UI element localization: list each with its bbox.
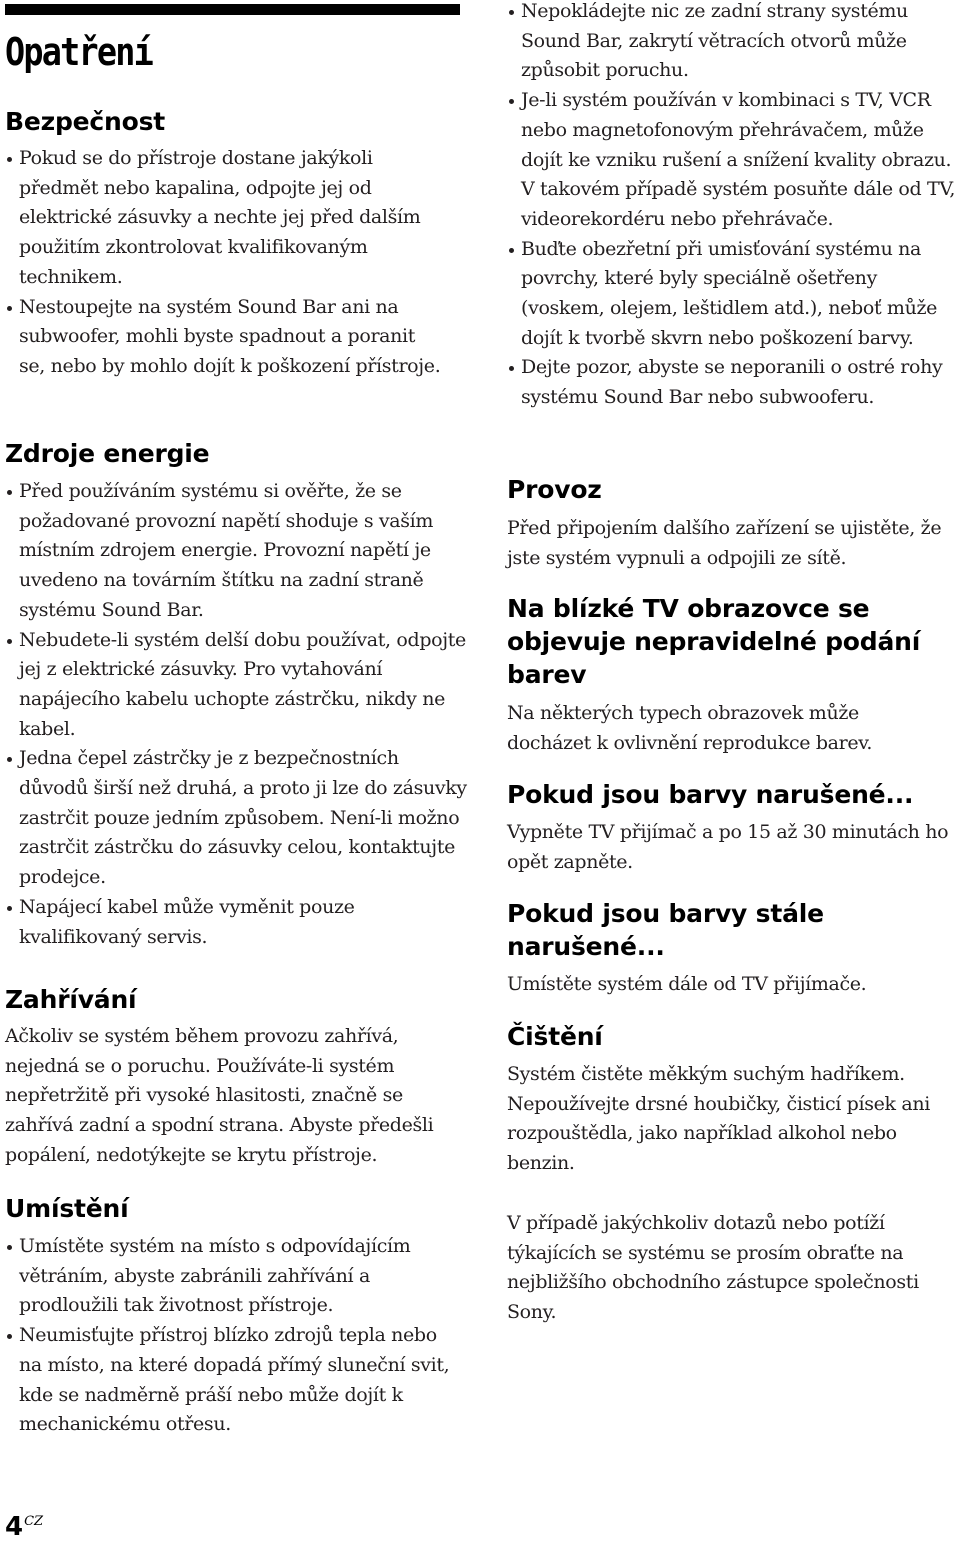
list-item: Nepokládejte nic ze zadní strany systému Sound Bar, zakrytí větracích otvorů může způsobit poruchu. <box>507 0 959 86</box>
list-item: Před používáním systému si ověřte, že se požadované provozní napětí shoduje s vaším místním zdrojem energie. Provozní napětí je uvedeno na továrním štítku na zadní straně systému Sound Bar. <box>5 477 467 626</box>
paragraph-barvy: Na některých typech obrazovek může docházet k ovlivnění reprodukce barev. <box>507 702 873 754</box>
list-item: Nebudete-li systém delší dobu používat, odpojte jej z elektrické zásuvky. Pro vytahování napájecího kabelu uchopte zástrčku, nikdy ne kabel. <box>5 626 467 745</box>
list-umisteni <box>5 1232 460 1440</box>
language-code: CZ <box>24 1514 44 1529</box>
heading-narusene-stale: Pokud jsou barvy stále narušené... <box>507 899 824 961</box>
paragraph-cisteni: Systém čistěte měkkým suchým hadříkem. Nepoužívejte drsné houbičky, čisticí písek ani rozpouštědla, jako například alkohol nebo benzin. <box>507 1063 930 1175</box>
list-item: Dejte pozor, abyste se neporanili o ostré rohy systému Sound Bar nebo subwooferu. <box>507 353 959 412</box>
paragraph-provoz: Před připojením dalšího zařízení se ujistěte, že jste systém vypnuli a odpojili ze sítě. <box>507 517 942 569</box>
list-item: Je-li systém používán v kombinaci s TV, VCR nebo magnetofonovým přehrávačem, může dojít ke vzniku rušení a snížení kvality obrazu. V takovém případě systém posuňte dále od TV, videorekordéru nebo přehrávače. <box>507 86 959 235</box>
paragraph-dotazy: V případě jakýchkoliv dotazů nebo potíží týkajících se systému se prosím obraťte na nejbližšího obchodního zástupce společnosti Sony. <box>507 1212 919 1324</box>
list-item: Umístěte systém na místo s odpovídajícím větráním, abyste zabránili zahřívání a prodloužili tak životnost přístroje. <box>5 1232 460 1321</box>
list-umisteni-continued <box>507 0 959 413</box>
list-zdroje-energie <box>5 477 467 952</box>
page-title: Opatření <box>5 30 152 74</box>
heading-provoz: Provoz <box>507 475 602 504</box>
heading-umisteni: Umístění <box>5 1194 129 1223</box>
heading-zdroje-energie: Zdroje energie <box>5 439 210 468</box>
heading-cisteni: Čištění <box>507 1022 603 1051</box>
page-number <box>5 1512 43 1542</box>
page-number-value: 4 <box>5 1512 24 1542</box>
list-item: Jedna čepel zástrčky je z bezpečnostních důvodů širší než druhá, a proto ji lze do zásuvky zastrčit pouze jedním způsobem. Není-li možno zastrčit zástrčku do zásuvky celou, kontaktujte prodejce. <box>5 744 467 893</box>
heading-barvy: Na blízké TV obrazovce se objevuje nepravidelné podání barev <box>507 594 921 689</box>
list-item: Nestoupejte na systém Sound Bar ani na subwoofer, mohli byste spadnout a poranit se, nebo by mohlo dojít k poškození přístroje. <box>5 293 445 382</box>
list-item: Napájecí kabel může vyměnit pouze kvalifikovaný servis. <box>5 893 467 952</box>
paragraph-zahrivani: Ačkoliv se systém během provozu zahřívá, nejedná se o poruchu. Používáte-li systém nepřetržitě při vysoké hlasitosti, značně se zahřívá zadní a spodní strana. Abyste předešli popálení, nedotýkejte se krytu přístroje. <box>5 1025 434 1166</box>
heading-bezpecnost: Bezpečnost <box>5 107 166 136</box>
list-item: Buďte obezřetní při umisťování systému na povrchy, které byly speciálně ošetřeny (voskem, olejem, leštidlem atd.), neboť může dojít k tvorbě skvrn nebo poškození barvy. <box>507 235 959 354</box>
heading-narusene: Pokud jsou barvy narušené... <box>507 780 914 809</box>
paragraph-narusene-stale: Umístěte systém dále od TV přijímače. <box>507 973 867 995</box>
paragraph-narusene: Vypněte TV přijímač a po 15 až 30 minutách ho opět zapněte. <box>507 821 949 873</box>
list-item: Pokud se do přístroje dostane jakýkoli předmět nebo kapalina, odpojte jej od elektrické zásuvky a nechte jej před dalším použitím zkontrolovat kvalifikovaným technikem. <box>5 144 445 293</box>
list-item: Neumisťujte přístroj blízko zdrojů tepla nebo na místo, na které dopadá přímý sluneční svit, kde se nadměrně práší nebo může dojít k mechanickému otřesu. <box>5 1321 460 1440</box>
header-rule <box>5 4 460 15</box>
heading-zahrivani: Zahřívání <box>5 985 137 1014</box>
list-bezpecnost <box>5 144 445 382</box>
